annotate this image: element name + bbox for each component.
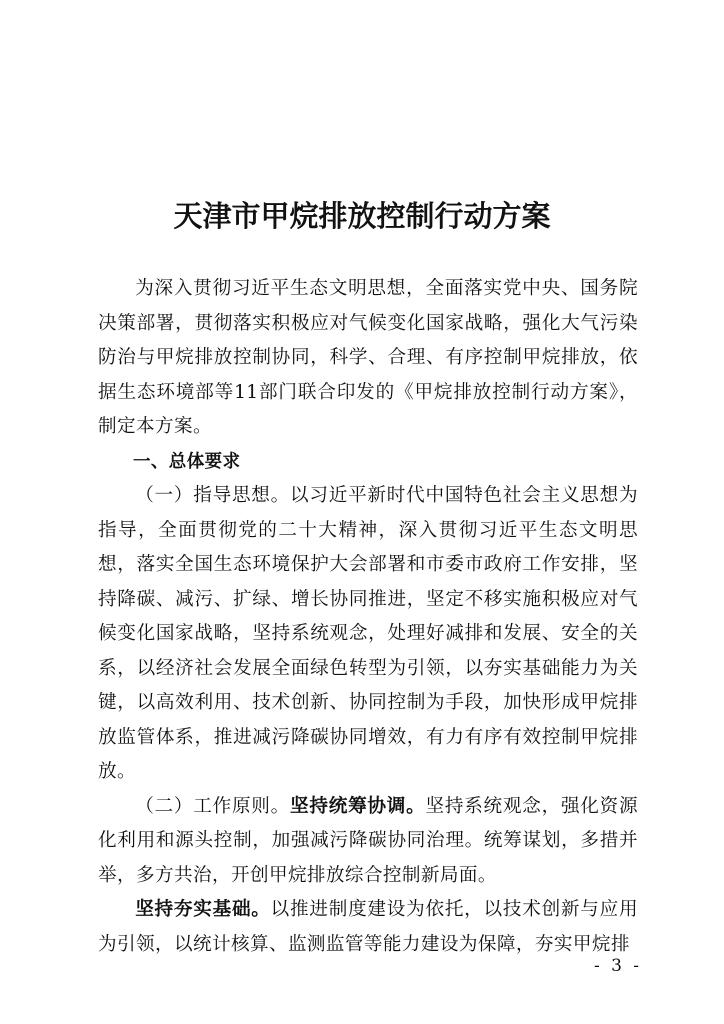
guiding-thought-paragraph: （一）指导思想。以习近平新时代中国特色社会主义思想为指导，全面贯彻党的二十大精神，深入贯彻习近平生态文明思想，落实全国生态环境保护大会部署和市委市政府工作安排，坚持降碳、减污、扩绿、增长协同推进，坚定不移实施积极应对气候变化国家战略，坚持系统观念，处理好减排和发展、安全的关系，以经济社会发展全面绿色转型为引领，以夯实基础能力为关键，以高效利用、技术创新、协同控制为手段，加快形成甲烷排放监管体系，推进减污降碳协同增效，有力有序有效控制甲烷排放。: [98, 485, 638, 782]
document-body: [98, 272, 638, 962]
working-principles-paragraph: [98, 790, 638, 894]
section-heading-general-requirements: 一、总体要求: [133, 451, 241, 472]
principle-coordination-text: 坚持系统观念，强化资源化利用和源头控制，加强减污降碳协同治理。统筹谋划，多措并举，多方共治，开创甲烷排放综合控制新局面。: [98, 795, 638, 886]
document-title: 天津市甲烷排放控制行动方案: [173, 199, 551, 233]
principle-foundation-heading: 坚持夯实基础。: [135, 899, 271, 920]
page-number: - 3 -: [593, 956, 643, 976]
foundation-paragraph: [98, 893, 638, 962]
working-principles-lead: （二）工作原则。: [135, 795, 291, 817]
principle-foundation-text: 以推进制度建设为依托，以技术创新与应用为引领，以统计核算、监测监管等能力建设为保障，夯实甲烷排: [98, 899, 638, 955]
intro-paragraph: 为深入贯彻习近平生态文明思想，全面落实党中央、国务院决策部署，贯彻落实积极应对气候变化国家战略，强化大气污染防治与甲烷排放控制协同，科学、合理、有序控制甲烷排放，依据生态环境部等11部门联合印发的《甲烷排放控制行动方案》，制定本方案。: [98, 278, 638, 437]
principle-coordination-heading: 坚持统筹协调。: [290, 795, 426, 817]
